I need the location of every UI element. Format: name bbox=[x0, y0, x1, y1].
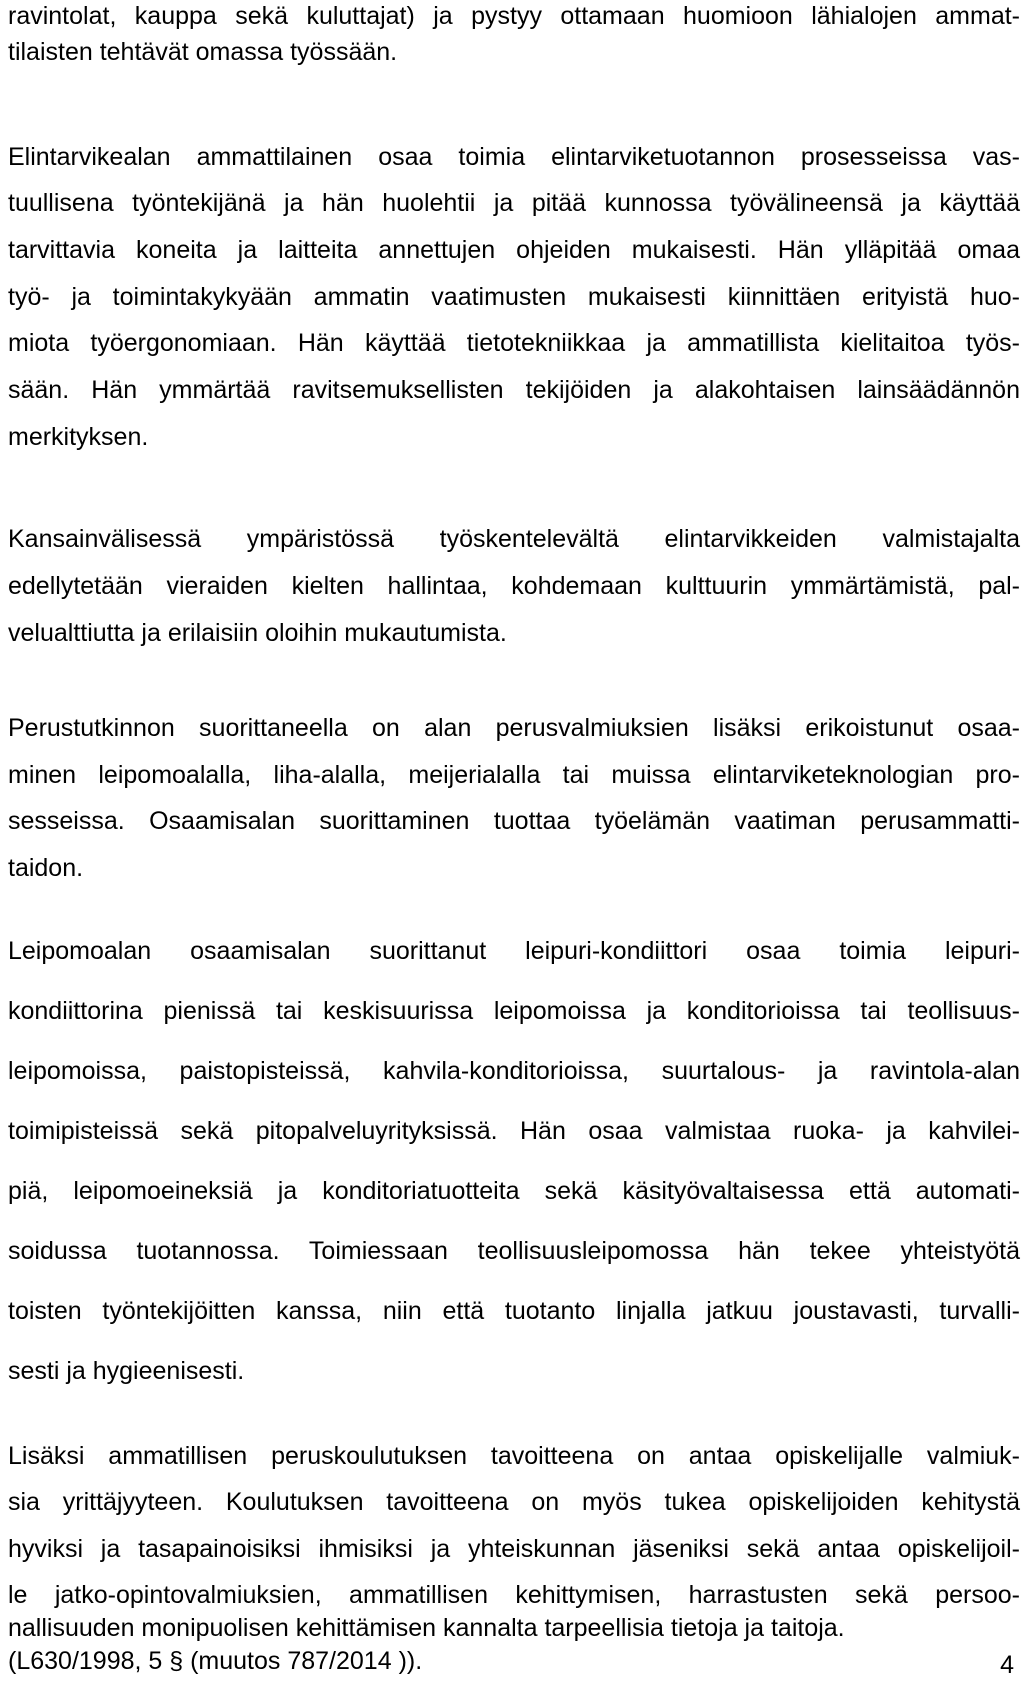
paragraph-line: tuullisena työntekijänä ja hän huolehtii ja pitää kunnossa työvälineensä ja käyttää bbox=[8, 189, 1020, 217]
paragraph-line: tilaisten tehtävät omassa työssään. bbox=[8, 38, 398, 66]
paragraph-line: Leipomoalan osaamisalan suorittanut leipuri-kondiittori osaa toimia leipuri- bbox=[8, 937, 1020, 965]
paragraph-line: toimipisteissä sekä pitopalveluyrityksissä. Hän osaa valmistaa ruoka- ja kahvilei- bbox=[8, 1117, 1020, 1145]
paragraph-line: sia yrittäjyyteen. Koulutuksen tavoitteena on myös tukea opiskelijoiden kehitystä bbox=[8, 1488, 1020, 1516]
paragraph-line: kondiittorina pienissä tai keskisuurissa leipomoissa ja konditorioissa tai teollisuus- bbox=[8, 997, 1020, 1025]
paragraph-line: merkityksen. bbox=[8, 423, 149, 451]
paragraph-line: miota työergonomiaan. Hän käyttää tietotekniikkaa ja ammatillista kielitaitoa työs- bbox=[8, 329, 1020, 357]
paragraph-line: minen leipomoalalla, liha-alalla, meijerialalla tai muissa elintarviketeknologian pro- bbox=[8, 761, 1020, 789]
paragraph-line: le jatko-opintovalmiuksien, ammatillisen kehittymisen, harrastusten sekä persoo- bbox=[8, 1581, 1020, 1609]
paragraph-line: (L630/1998, 5 § (muutos 787/2014 )). bbox=[8, 1647, 423, 1675]
paragraph-line: leipomoissa, paistopisteissä, kahvila-konditorioissa, suurtalous- ja ravintola-alan bbox=[8, 1057, 1020, 1085]
page-number: 4 bbox=[1000, 1651, 1014, 1679]
paragraph-line: sään. Hän ymmärtää ravitsemuksellisten tekijöiden ja alakohtaisen lainsäädännön bbox=[8, 376, 1020, 404]
paragraph-line: Kansainvälisessä ympäristössä työskentelevältä elintarvikkeiden valmistajalta bbox=[8, 525, 1020, 553]
paragraph-line: Elintarvikealan ammattilainen osaa toimia elintarviketuotannon prosesseissa vas- bbox=[8, 143, 1020, 171]
paragraph-line: toisten työntekijöitten kanssa, niin että tuotanto linjalla jatkuu joustavasti, turvalli- bbox=[8, 1297, 1020, 1325]
paragraph-line: hyviksi ja tasapainoisiksi ihmisiksi ja yhteiskunnan jäseniksi sekä antaa opiskelijoil- bbox=[8, 1535, 1020, 1563]
paragraph-line: edellytetään vieraiden kielten hallintaa, kohdemaan kulttuurin ymmärtämistä, pal- bbox=[8, 572, 1020, 600]
paragraph-line: piä, leipomoeineksiä ja konditoriatuotteita sekä käsityövaltaisessa että automati- bbox=[8, 1177, 1020, 1205]
paragraph-line: tarvittavia koneita ja laitteita annettujen ohjeiden mukaisesti. Hän ylläpitää omaa bbox=[8, 236, 1020, 264]
paragraph-line: nallisuuden monipuolisen kehittämisen kannalta tarpeellisia tietoja ja taitoja. bbox=[8, 1614, 845, 1642]
paragraph-line: sesseissa. Osaamisalan suorittaminen tuottaa työelämän vaatiman perusammatti- bbox=[8, 807, 1020, 835]
paragraph-line: soidussa tuotannossa. Toimiessaan teollisuusleipomossa hän tekee yhteistyötä bbox=[8, 1237, 1020, 1265]
paragraph-line: Perustutkinnon suorittaneella on alan perusvalmiuksien lisäksi erikoistunut osaa- bbox=[8, 714, 1020, 742]
paragraph-line: sesti ja hygieenisesti. bbox=[8, 1357, 245, 1385]
paragraph-line: taidon. bbox=[8, 854, 84, 882]
paragraph-line: ravintolat, kauppa sekä kuluttajat) ja pystyy ottamaan huomioon lähialojen ammat- bbox=[8, 2, 1020, 30]
paragraph-line: Lisäksi ammatillisen peruskoulutuksen tavoitteena on antaa opiskelijalle valmiuk- bbox=[8, 1442, 1020, 1470]
paragraph-line: velualttiutta ja erilaisiin oloihin mukautumista. bbox=[8, 619, 507, 647]
paragraph-line: työ- ja toimintakykyään ammatin vaatimusten mukaisesti kiinnittäen erityistä huo- bbox=[8, 283, 1020, 311]
